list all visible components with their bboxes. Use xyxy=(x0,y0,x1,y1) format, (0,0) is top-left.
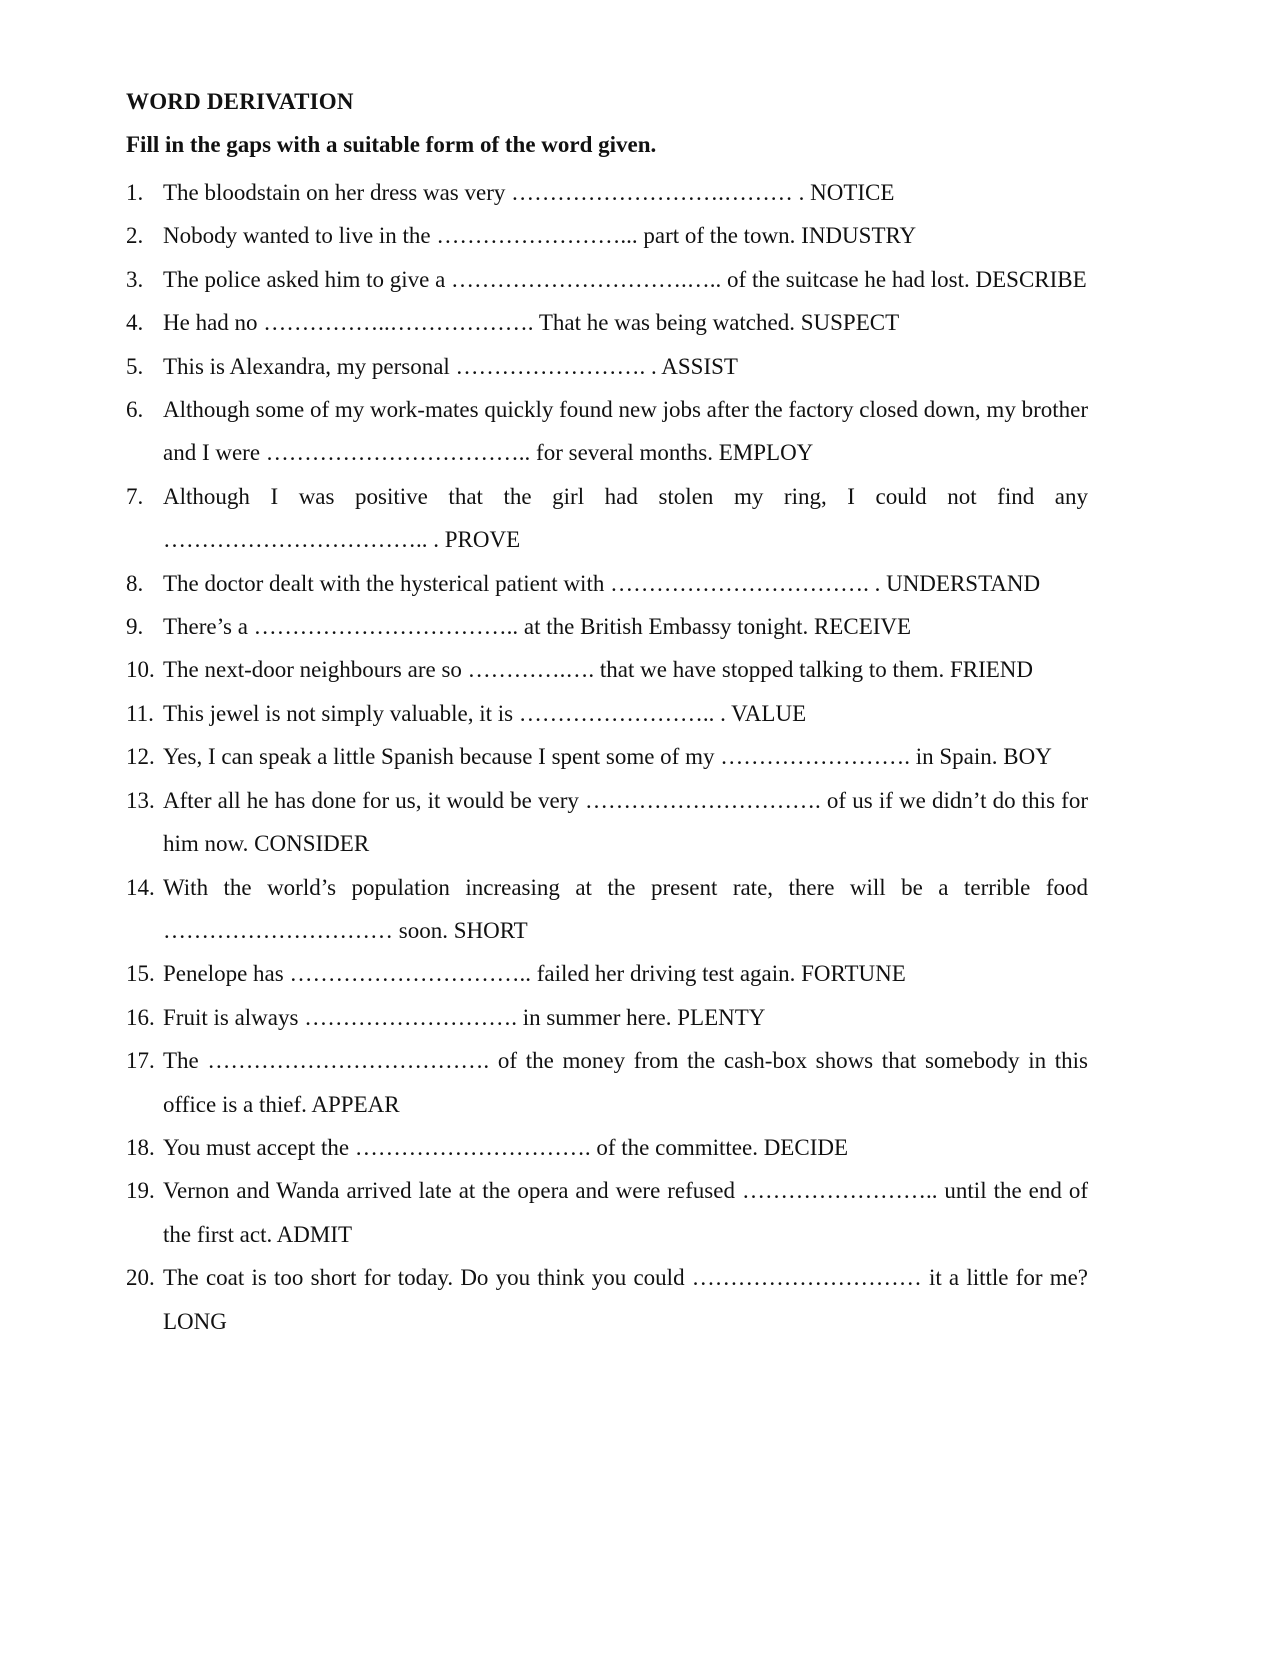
exercise-item-1 xyxy=(126,171,1088,214)
exercise-number: 7. xyxy=(126,483,144,509)
exercise-item-17 xyxy=(126,1039,1088,1126)
exercise-item-9 xyxy=(126,605,1088,648)
worksheet-title: WORD DERIVATION xyxy=(126,89,354,114)
exercise-number: 2. xyxy=(126,223,144,249)
exercise-number: 15. xyxy=(126,961,155,987)
exercise-text: Although I was positive that the girl had stolen my ring, I could not find any …………………………….. . PROVE xyxy=(163,483,1088,553)
exercise-text: Vernon and Wanda arrived late at the opera and were refused …………………….. until the end of the first act. ADMIT xyxy=(163,1178,1088,1247)
exercise-item-6 xyxy=(126,388,1088,475)
exercise-item-15 xyxy=(126,952,1088,995)
exercise-item-19 xyxy=(126,1169,1088,1256)
exercise-item-18 xyxy=(126,1126,1088,1169)
exercise-number: 17. xyxy=(126,1048,155,1074)
exercise-item-12 xyxy=(126,735,1088,778)
exercise-number: 8. xyxy=(126,570,144,596)
exercise-number: 13. xyxy=(126,787,155,813)
exercise-list xyxy=(126,171,1088,1343)
exercise-number: 9. xyxy=(126,614,144,640)
exercise-text: The doctor dealt with the hysterical patient with ……………………………. . UNDERSTAND xyxy=(163,570,1041,596)
exercise-text: Although some of my work-mates quickly found new jobs after the factory closed down, my brother and I were …………………………….. for several months. EMPLOY xyxy=(163,397,1088,466)
exercise-text: This is Alexandra, my personal ……………………. . ASSIST xyxy=(163,353,738,379)
exercise-text: The next-door neighbours are so ………….…. that we have stopped talking to them. FRIEND xyxy=(163,657,1034,683)
exercise-text: The ………………………………. of the money from the cash-box shows that somebody in this office is a thief. APPEAR xyxy=(163,1048,1088,1117)
exercise-text: Yes, I can speak a little Spanish because I spent some of my ……………………. in Spain. BOY xyxy=(163,744,1052,770)
exercise-item-2 xyxy=(126,214,1088,257)
exercise-item-20 xyxy=(126,1256,1088,1343)
exercise-text: With the world’s population increasing at the present rate, there will be a terrible food ………………………… soon. SHORT xyxy=(163,874,1088,943)
exercise-text: There’s a …………………………….. at the British Embassy tonight. RECEIVE xyxy=(163,614,912,640)
exercise-text: Nobody wanted to live in the ……………………... part of the town. INDUSTRY xyxy=(163,223,917,249)
exercise-text: The coat is too short for today. Do you think you could ………………………… it a little for me? LONG xyxy=(163,1265,1088,1334)
exercise-number: 14. xyxy=(126,874,155,900)
exercise-item-11 xyxy=(126,692,1088,735)
exercise-number: 19. xyxy=(126,1178,155,1204)
exercise-text: Fruit is always ………………………. in summer here. PLENTY xyxy=(163,1004,766,1030)
exercise-item-3 xyxy=(126,258,1088,301)
exercise-item-4 xyxy=(126,301,1088,344)
exercise-number: 12. xyxy=(126,744,155,770)
exercise-item-16 xyxy=(126,996,1088,1039)
exercise-text: The bloodstain on her dress was very ……………………….……… . NOTICE xyxy=(163,180,895,205)
exercise-number: 16. xyxy=(126,1004,155,1030)
exercise-number: 6. xyxy=(126,397,144,423)
exercise-number: 11. xyxy=(126,700,154,726)
exercise-text: The police asked him to give a ………………………….….. of the suitcase he had lost. DESCRIBE xyxy=(163,266,1087,292)
exercise-text: Penelope has ………………………….. failed her driving test again. FORTUNE xyxy=(163,961,906,987)
worksheet-page xyxy=(126,88,1088,1343)
exercise-number: 10. xyxy=(126,657,155,683)
exercise-number: 18. xyxy=(126,1134,155,1160)
exercise-number: 4. xyxy=(126,310,144,336)
exercise-item-5 xyxy=(126,345,1088,388)
exercise-number: 5. xyxy=(126,353,144,379)
exercise-item-8 xyxy=(126,562,1088,605)
exercise-item-7 xyxy=(126,475,1088,562)
exercise-item-13 xyxy=(126,779,1088,866)
exercise-number: 1. xyxy=(126,180,144,205)
exercise-text: You must accept the …………………………. of the committee. DECIDE xyxy=(163,1134,849,1160)
exercise-item-10 xyxy=(126,648,1088,691)
exercise-number: 3. xyxy=(126,266,144,292)
worksheet-instruction: Fill in the gaps with a suitable form of the word given. xyxy=(126,132,657,157)
exercise-number: 20. xyxy=(126,1265,155,1291)
exercise-item-14 xyxy=(126,866,1088,953)
exercise-text: He had no ……………..………………. That he was being watched. SUSPECT xyxy=(163,310,900,336)
exercise-text: After all he has done for us, it would be very …………………………. of us if we didn’t do this for him now. CONSIDER xyxy=(163,787,1088,857)
exercise-text: This jewel is not simply valuable, it is …………………….. . VALUE xyxy=(163,700,807,726)
